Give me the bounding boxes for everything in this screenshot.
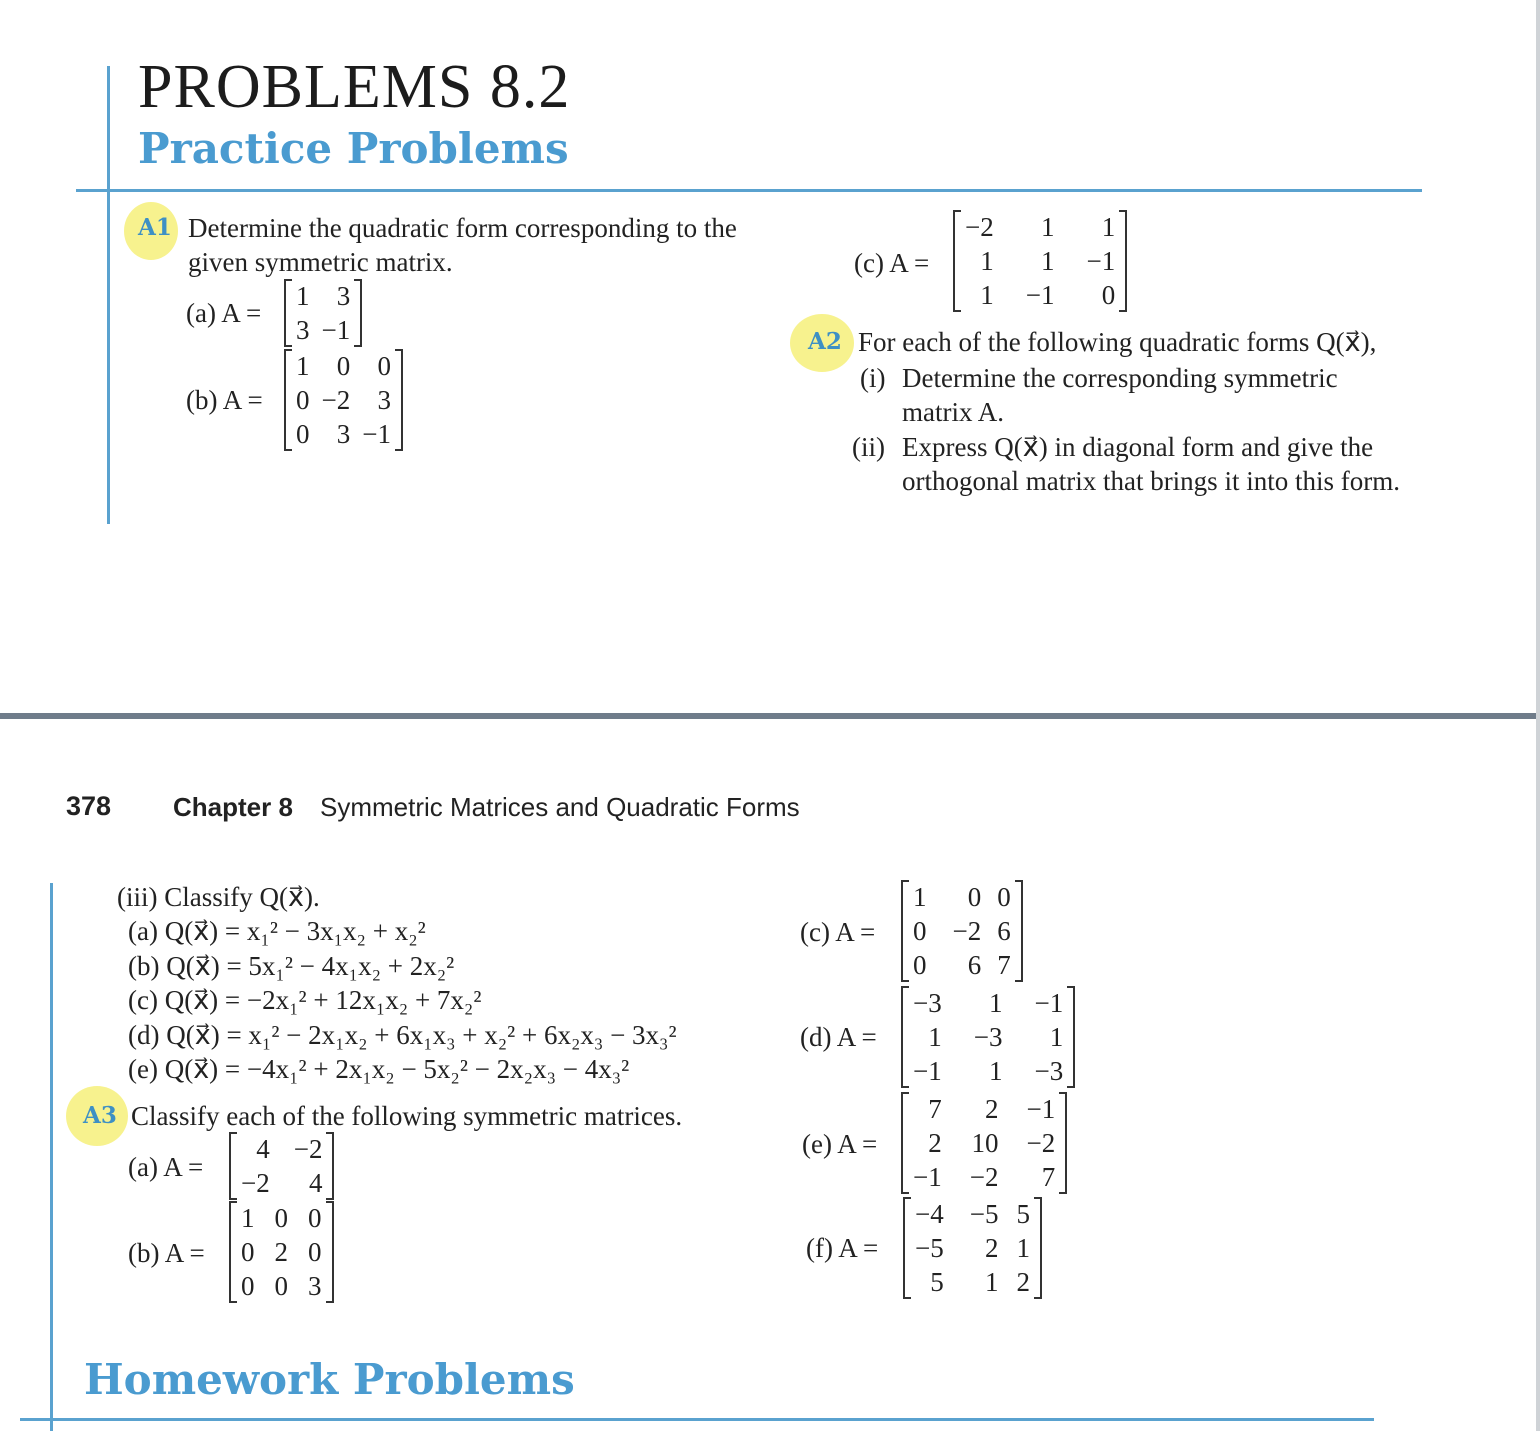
problem-label-a2: A2 [808, 328, 842, 355]
matrix-cell: 2 [984, 1094, 999, 1124]
matrix-cell: 0 [296, 385, 310, 415]
part-b-label: (b) A = [186, 385, 263, 415]
matrix-cell: 4 [308, 1168, 323, 1198]
matrix-cell: 1 [980, 246, 994, 276]
matrix-cell: 0 [274, 1203, 288, 1233]
matrix-cell: −2 [1026, 1128, 1056, 1158]
matrix-cell: 4 [256, 1134, 270, 1164]
matrix-cell: 2 [274, 1237, 288, 1267]
matrix-cell: 2 [984, 1233, 999, 1263]
problem-label-a1: A1 [138, 214, 172, 241]
a2-part-i-marker: (i) [860, 363, 886, 393]
matrix-cell: 0 [296, 419, 310, 449]
matrix-cell: −5 [915, 1233, 944, 1263]
matrix-cell: −2 [293, 1134, 323, 1164]
matrix-cell: −4 [915, 1199, 944, 1229]
matrix-cell: 0 [377, 351, 391, 381]
matrix-a3a [229, 1132, 334, 1200]
matrix-cell: 1 [296, 281, 310, 311]
problem-a1-text: given symmetric matrix. [188, 247, 453, 277]
matrix-cell: −1 [1086, 246, 1116, 276]
matrix-cell: 1 [928, 1022, 942, 1052]
matrix-cell: 3 [308, 1271, 322, 1301]
matrix-cell: 5 [1016, 1199, 1030, 1229]
matrix-cell: 3 [336, 419, 351, 449]
quadratic-form-d: (d) Q(x⃗) = x₁² − 2x₁x₂ + 6x₁x₃ + x₂² + 6x₂x₃ − 3x₃² [128, 1020, 677, 1050]
matrix-cell: 1 [296, 351, 310, 381]
matrix-cell: 6 [997, 916, 1011, 946]
matrix-cell: 7 [997, 950, 1011, 980]
a2-part-ii-marker: (ii) [852, 432, 885, 462]
part-f-label: (f) A = [806, 1233, 879, 1263]
a2-part-ii-text: orthogonal matrix that brings it into this form. [902, 466, 1400, 496]
a2-part-iii: (iii) Classify Q(x⃗). [117, 882, 320, 912]
matrix-a3b [229, 1201, 334, 1303]
matrix-cell: 0 [308, 1237, 322, 1267]
matrix-cell: −1 [913, 1056, 942, 1086]
quadratic-form-c: (c) Q(x⃗) = −2x₁² + 12x₁x₂ + 7x₂² [128, 985, 482, 1015]
left-margin-rule [50, 883, 53, 1431]
matrix-cell: 1 [241, 1203, 255, 1233]
matrix-a1a [284, 279, 362, 347]
matrix-cell: 0 [308, 1203, 322, 1233]
matrix-cell: 1 [1040, 212, 1055, 242]
a2-part-i-text: matrix A. [902, 397, 1004, 427]
matrix-cell: −1 [913, 1162, 942, 1192]
a2-part-ii-text: Express Q(x⃗) in diagonal form and give the [902, 432, 1374, 462]
matrix-cell: 5 [930, 1267, 944, 1297]
page-edge [1536, 0, 1540, 1431]
header-rule [76, 189, 1422, 192]
part-a-label: (a) A = [186, 298, 262, 328]
problem-a1-text: Determine the quadratic form corresponding to the [188, 213, 737, 243]
matrix-cell: −2 [241, 1168, 270, 1198]
matrix-cell: 0 [336, 351, 351, 381]
chapter-label: Chapter 8 [173, 792, 293, 822]
matrix-cell: 7 [1041, 1162, 1056, 1192]
matrix-cell: 2 [1016, 1267, 1030, 1297]
matrix-a3c [901, 880, 1023, 982]
matrix-cell: 10 [971, 1128, 999, 1158]
matrix-cell: 3 [336, 281, 351, 311]
part-b-label: (b) A = [128, 1238, 205, 1268]
matrix-cell: 3 [296, 315, 310, 345]
matrix-a3e [901, 1092, 1067, 1194]
part-c-label: (c) A = [800, 917, 876, 947]
matrix-cell: 1 [988, 1056, 1003, 1086]
problem-label-a3: A3 [83, 1102, 117, 1129]
a2-part-i-text: Determine the corresponding symmetric [902, 363, 1338, 393]
matrix-cell: 0 [967, 882, 982, 912]
matrix-cell: −2 [321, 385, 351, 415]
matrix-cell: 0 [274, 1271, 288, 1301]
matrix-cell: 1 [980, 280, 994, 310]
section-rule [20, 1418, 1374, 1421]
matrix-cell: 1 [913, 882, 927, 912]
matrix-cell: 0 [913, 950, 927, 980]
matrix-cell: −1 [1026, 1094, 1056, 1124]
matrix-cell: 7 [928, 1094, 942, 1124]
matrix-cell: −2 [965, 212, 994, 242]
matrix-a3d [901, 986, 1075, 1088]
matrix-cell: −1 [362, 419, 391, 449]
matrix-cell: 2 [928, 1128, 942, 1158]
matrix-cell: 0 [1101, 280, 1116, 310]
matrix-a3f [903, 1197, 1042, 1299]
matrix-cell: 1 [1016, 1233, 1030, 1263]
problem-a3-text: Classify each of the following symmetric matrices. [131, 1101, 683, 1131]
part-d-label: (d) A = [800, 1022, 877, 1052]
matrix-cell: 1 [1040, 246, 1055, 276]
section-heading: Homework Problems [84, 1355, 575, 1404]
matrix-cell: 0 [241, 1271, 255, 1301]
matrix-cell: −2 [952, 916, 982, 946]
matrix-cell: 1 [1101, 212, 1116, 242]
page-number: 378 [66, 791, 112, 821]
matrix-cell: 1 [1049, 1022, 1064, 1052]
screenshot-divider [0, 713, 1540, 719]
matrix-cell: −3 [973, 1022, 1003, 1052]
section-heading: Practice Problems [138, 124, 569, 173]
left-margin-rule [107, 66, 110, 524]
matrix-a1c [953, 210, 1127, 312]
matrix-cell: −5 [969, 1199, 999, 1229]
matrix-cell: −1 [321, 315, 351, 345]
problem-a2-text: For each of the following quadratic forms Q(x⃗), [858, 327, 1377, 357]
part-a-label: (a) A = [128, 1152, 204, 1182]
matrix-cell: 1 [984, 1267, 999, 1297]
matrix-cell: −3 [913, 988, 942, 1018]
quadratic-form-b: (b) Q(x⃗) = 5x₁² − 4x₁x₂ + 2x₂² [128, 951, 455, 981]
matrix-cell: 6 [967, 950, 982, 980]
matrix-cell: −1 [1025, 280, 1055, 310]
matrix-cell: −1 [1034, 988, 1064, 1018]
matrix-a1b [284, 349, 403, 451]
matrix-cell: 3 [377, 385, 391, 415]
matrix-cell: 1 [988, 988, 1003, 1018]
part-e-label: (e) A = [802, 1129, 878, 1159]
quadratic-form-e: (e) Q(x⃗) = −4x₁² + 2x₁x₂ − 5x₂² − 2x₂x₃ − 4x₃² [128, 1054, 630, 1084]
matrix-cell: 0 [997, 882, 1011, 912]
matrix-cell: 0 [241, 1237, 255, 1267]
matrix-cell: −3 [1034, 1056, 1064, 1086]
part-c-label: (c) A = [854, 248, 930, 278]
matrix-cell: 0 [913, 916, 927, 946]
quadratic-form-a: (a) Q(x⃗) = x₁² − 3x₁x₂ + x₂² [128, 916, 426, 946]
matrix-cell: −2 [969, 1162, 999, 1192]
page-title: PROBLEMS 8.2 [138, 53, 571, 121]
chapter-title: Symmetric Matrices and Quadratic Forms [320, 792, 800, 822]
